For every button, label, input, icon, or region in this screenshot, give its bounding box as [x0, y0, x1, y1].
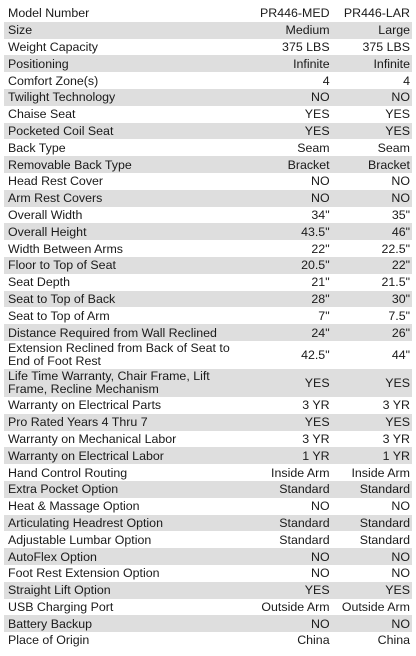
table-row	[4, 274, 412, 291]
table-row	[4, 548, 412, 565]
spec-label: Extension Reclined from Back of Seat to End of Foot Rest	[4, 341, 240, 369]
spec-label: Seat Depth	[4, 274, 240, 291]
spec-table	[4, 5, 412, 649]
spec-value-lar: 3 YR	[333, 431, 412, 448]
table-row	[4, 55, 412, 72]
spec-value-med: China	[240, 632, 333, 649]
spec-value-lar: NO	[333, 548, 412, 565]
spec-value-med: Standard	[240, 515, 333, 532]
table-row	[4, 291, 412, 308]
spec-value-med: 28"	[240, 291, 333, 308]
spec-label: Foot Rest Extension Option	[4, 565, 240, 582]
spec-value-med: NO	[240, 190, 333, 207]
spec-label: Articulating Headrest Option	[4, 515, 240, 532]
spec-value-med: YES	[240, 582, 333, 599]
table-row	[4, 431, 412, 448]
spec-label: Twilight Technology	[4, 89, 240, 106]
table-row	[4, 632, 412, 649]
table-row	[4, 123, 412, 140]
spec-value-lar: YES	[333, 123, 412, 140]
spec-value-med: 3 YR	[240, 397, 333, 414]
spec-label: Warranty on Electrical Parts	[4, 397, 240, 414]
spec-label: Floor to Top of Seat	[4, 257, 240, 274]
table-row	[4, 106, 412, 123]
spec-label: Arm Rest Covers	[4, 190, 240, 207]
header-row	[4, 5, 412, 22]
table-row	[4, 464, 412, 481]
spec-label: Removable Back Type	[4, 156, 240, 173]
spec-label: USB Charging Port	[4, 599, 240, 616]
spec-value-lar: 3 YR	[333, 397, 412, 414]
spec-value-med: Bracket	[240, 156, 333, 173]
spec-value-med: YES	[240, 106, 333, 123]
spec-value-lar: 21.5"	[333, 274, 412, 291]
spec-value-med: 375 LBS	[240, 39, 333, 56]
spec-table-body	[4, 5, 412, 649]
spec-value-med: 1 YR	[240, 447, 333, 464]
spec-label: Size	[4, 22, 240, 39]
spec-label: Seat to Top of Arm	[4, 307, 240, 324]
spec-value-med: Seam	[240, 139, 333, 156]
table-row	[4, 565, 412, 582]
table-row	[4, 599, 412, 616]
spec-value-med: 43.5"	[240, 223, 333, 240]
table-row	[4, 515, 412, 532]
spec-value-lar: YES	[333, 582, 412, 599]
table-row	[4, 173, 412, 190]
spec-value-lar: Outside Arm	[333, 599, 412, 616]
spec-label: Chaise Seat	[4, 106, 240, 123]
table-row	[4, 615, 412, 632]
spec-value-med: 20.5"	[240, 257, 333, 274]
spec-label: Comfort Zone(s)	[4, 72, 240, 89]
spec-value-med: NO	[240, 498, 333, 515]
spec-value-lar: 4	[333, 72, 412, 89]
spec-value-lar: NO	[333, 173, 412, 190]
spec-label: Place of Origin	[4, 632, 240, 649]
spec-value-med: Standard	[240, 481, 333, 498]
spec-label: Overall Height	[4, 223, 240, 240]
spec-value-med: NO	[240, 615, 333, 632]
table-row	[4, 156, 412, 173]
spec-value-med: 42.5"	[240, 341, 333, 369]
spec-value-med: 24"	[240, 324, 333, 341]
spec-value-lar: 44"	[333, 341, 412, 369]
spec-value-med: Inside Arm	[240, 464, 333, 481]
table-row	[4, 223, 412, 240]
spec-value-lar: NO	[333, 565, 412, 582]
spec-value-lar: Large	[333, 22, 412, 39]
spec-label: Width Between Arms	[4, 240, 240, 257]
spec-value-lar: Standard	[333, 531, 412, 548]
table-row	[4, 498, 412, 515]
spec-value-med: NO	[240, 565, 333, 582]
table-row	[4, 447, 412, 464]
spec-value-lar: Inside Arm	[333, 464, 412, 481]
table-row	[4, 582, 412, 599]
spec-value-lar: Infinite	[333, 55, 412, 72]
spec-label: Hand Control Routing	[4, 464, 240, 481]
spec-value-lar: 30"	[333, 291, 412, 308]
table-row	[4, 397, 412, 414]
table-row	[4, 531, 412, 548]
table-row	[4, 240, 412, 257]
table-row	[4, 139, 412, 156]
table-row	[4, 72, 412, 89]
spec-value-med: NO	[240, 173, 333, 190]
spec-value-lar: 22.5"	[333, 240, 412, 257]
table-row	[4, 324, 412, 341]
spec-value-med: YES	[240, 414, 333, 431]
spec-value-lar: Standard	[333, 515, 412, 532]
table-row	[4, 89, 412, 106]
spec-label: Pro Rated Years 4 Thru 7	[4, 414, 240, 431]
spec-value-lar: Standard	[333, 481, 412, 498]
spec-label: Warranty on Mechanical Labor	[4, 431, 240, 448]
spec-value-lar: Seam	[333, 139, 412, 156]
spec-value-lar: NO	[333, 498, 412, 515]
spec-value-med: 3 YR	[240, 431, 333, 448]
spec-value-lar: YES	[333, 369, 412, 397]
spec-value-lar: NO	[333, 89, 412, 106]
table-row	[4, 307, 412, 324]
table-row	[4, 414, 412, 431]
spec-label: Adjustable Lumbar Option	[4, 531, 240, 548]
spec-value-med: 22"	[240, 240, 333, 257]
spec-value-lar: 35"	[333, 207, 412, 224]
spec-value-lar: 22"	[333, 257, 412, 274]
spec-value-med: YES	[240, 123, 333, 140]
spec-value-lar: NO	[333, 615, 412, 632]
spec-value-lar: YES	[333, 414, 412, 431]
spec-value-med: 21"	[240, 274, 333, 291]
table-row	[4, 481, 412, 498]
spec-label: Battery Backup	[4, 615, 240, 632]
spec-value-med: 4	[240, 72, 333, 89]
spec-value-lar: 375 LBS	[333, 39, 412, 56]
spec-label: Straight Lift Option	[4, 582, 240, 599]
spec-value-med: NO	[240, 548, 333, 565]
spec-value-lar: NO	[333, 190, 412, 207]
spec-label: AutoFlex Option	[4, 548, 240, 565]
table-row	[4, 39, 412, 56]
spec-value-med: NO	[240, 89, 333, 106]
spec-label: Distance Required from Wall Reclined	[4, 324, 240, 341]
spec-label: Extra Pocket Option	[4, 481, 240, 498]
table-row	[4, 341, 412, 369]
spec-value-med: Infinite	[240, 55, 333, 72]
spec-value-med: YES	[240, 369, 333, 397]
header-model-med: PR446-MED	[240, 5, 333, 22]
spec-value-med: 34"	[240, 207, 333, 224]
table-row	[4, 257, 412, 274]
spec-label: Pocketed Coil Seat	[4, 123, 240, 140]
spec-value-lar: Bracket	[333, 156, 412, 173]
spec-label: Back Type	[4, 139, 240, 156]
spec-label: Seat to Top of Back	[4, 291, 240, 308]
spec-label: Warranty on Electrical Labor	[4, 447, 240, 464]
spec-value-lar: 7.5"	[333, 307, 412, 324]
spec-value-med: Outside Arm	[240, 599, 333, 616]
spec-value-lar: 26"	[333, 324, 412, 341]
spec-value-med: 7"	[240, 307, 333, 324]
table-row	[4, 207, 412, 224]
spec-label: Weight Capacity	[4, 39, 240, 56]
table-row	[4, 369, 412, 397]
spec-value-lar: China	[333, 632, 412, 649]
spec-value-med: Medium	[240, 22, 333, 39]
spec-label: Head Rest Cover	[4, 173, 240, 190]
spec-value-lar: 1 YR	[333, 447, 412, 464]
spec-label: Life Time Warranty, Chair Frame, Lift Frame, Recline Mechanism	[4, 369, 240, 397]
spec-value-lar: YES	[333, 106, 412, 123]
spec-label: Overall Width	[4, 207, 240, 224]
spec-label: Positioning	[4, 55, 240, 72]
spec-value-med: Standard	[240, 531, 333, 548]
header-model-lar: PR446-LAR	[333, 5, 412, 22]
spec-value-lar: 46"	[333, 223, 412, 240]
header-label: Model Number	[4, 5, 240, 22]
spec-label: Heat & Massage Option	[4, 498, 240, 515]
table-row	[4, 22, 412, 39]
table-row	[4, 190, 412, 207]
